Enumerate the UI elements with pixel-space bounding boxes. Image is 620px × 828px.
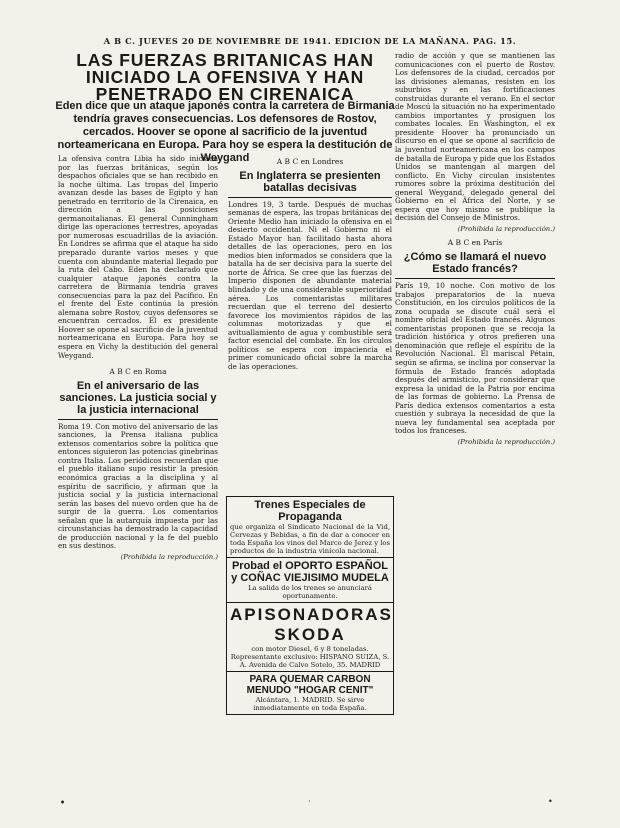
advertisement-block — [226, 496, 394, 715]
paris-headline: ¿Cómo se llamará el nuevo Estado francés? — [403, 251, 547, 276]
column-left — [58, 155, 218, 795]
byline: (Prohibida la reproducción.) — [457, 437, 555, 446]
ad-text: Alcántara, 1. MADRID. Se sirve inmediatamente en toda España. — [253, 696, 367, 712]
page-mark-center: · — [308, 797, 311, 806]
sanctions-article: Roma 19. Con motivo del aniversario de las sanciones, la Prensa italiana publica extensos comentarios sobre la política que entonces siguieron las potencias ginebrinas contra Italia. Los periódicos recuerdan que el pueblo italiano supo resistir la presión económica gracias a la disciplina y al espíritu de sacrificio, y afirman que la justicia social y la justicia internacional serán las bases del nuevo orden que ha de surgir de la guerra. Los comentarios señalan que la autarquía impuesta por las circunstancias ha demostrado la capacidad de producción nacional y la fe del pueblo en sus destinos. — [58, 421, 218, 551]
ad-oporto — [227, 558, 393, 603]
intro-article: La ofensiva contra Libia ha sido iniciada por las fuerzas británicas, según los despachos oficiales que se han recibido en la noche última. Las tropas del Imperio avanzan desde las bases de Egipto y han penetrado en territorio de la Cirenaica, en dirección a las posiciones germanoitalianas. El general Cunningham dirige las operaciones terrestres, apoyadas por numerosas escuadrillas de la aviación. En Londres se afirma que el ataque ha sido preparado durante varios meses y que cuenta con abundante material llegado por la ruta del Cabo. Eden ha declarado que cualquier ataque japonés contra la carretera de Birmania tendría graves consecuencias para la paz del Pacífico. En el frente del Este continúa la presión alemana sobre Rostov, cuyos defensores se encuentran cercados. El ex presidente Hoover se opone al sacrificio de la juventud norteamericana en Europa. Para hoy se espera en Vichy la destitución del general Weygand. — [58, 155, 218, 360]
top-article: radio de acción y que se mantienen las comunicaciones con el puerto de Rostov. Los defensores de la ciudad, cercados por las divisiones alemanas, resisten en los suburbios y en las fortificaciones construidas durante el verano. En el sector de Moscú la situación no ha experimentado cambios importantes y prosiguen los combates locales. En Washington, el ex presidente Hoover ha pronunciado un discurso en el que se opone al sacrificio de la juventud norteamericana en los campos de batalla de Europa y pide que los Estados Unidos se mantengan al margen del conflicto. En Vichy circulan insistentes rumores sobre la próxima destitución del general Weygand, delegado general del Gobierno en el África del Norte, y se espera que hoy mismo se publique la decisión del Consejo de Ministros. — [395, 52, 555, 223]
paris-article: París 19, 10 noche. Con motivo de los trabajos preparatorios de la nueva Constitución, en los círculos políticos de la zona ocupada se discute cuál será el nombre oficial del Estado francés. Algunos comentaristas proponen que se recoja la tradición histórica y otros prefieren una denominación que refleje el espíritu de la Revolución Nacional. El mariscal Pétain, según se afirma, se inclina por conservar la fórmula de Estado francés adoptada después del armisticio, por considerar que expresa la unidad de la Patria por encima de las formas de gobierno. La Prensa de París dedica extensos comentarios a esta cuestión y subraya la necesidad de que la nueva ley fundamental sea aceptada por todos los franceses. — [395, 281, 555, 436]
byline: (Prohibida la reproducción.) — [457, 224, 555, 233]
ad-skoda — [227, 603, 393, 672]
ad-title: APISONADORAS SKODA — [230, 605, 393, 644]
ad-title: Probad el OPORTO ESPAÑOL y COÑAC VIEJISIMO MUDELA — [231, 560, 389, 584]
paris-dateline: A B C en París — [447, 238, 503, 248]
running-head: A B C. JUEVES 20 DE NOVIEMBRE DE 1941. EDICION DE LA MAÑANA. PAG. 15. — [103, 36, 517, 46]
ad-text: que organiza el Sindicato Nacional de la Vid, Cervezas y Bebidas, a fin de dar a conocer en toda España los vinos del Marco de Jerez y los productos de la industria vinícola nacional. — [230, 523, 390, 555]
london-dateline: A B C en Londres — [276, 157, 344, 166]
ad-title: PARA QUEMAR CARBON MENUDO "HOGAR CENIT" — [246, 674, 374, 696]
divider — [58, 419, 218, 420]
rome-dateline: A B C en Roma — [109, 367, 167, 377]
page-mark-right: • — [548, 797, 553, 806]
ad-text: con motor Diesel, 6 y 8 toneladas. Representante exclusivo: HISPANO SUIZA, S. A. Avenida de Calvo Sotelo, 35. MADRID — [230, 645, 390, 669]
column-right — [395, 52, 555, 797]
byline: (Prohibida la reproducción.) — [120, 552, 218, 561]
ad-hogar-cenit — [227, 672, 393, 714]
london-headline: En Inglaterra se presienten batallas decisivas — [239, 169, 381, 194]
main-headline: LAS FUERZAS BRITANICAS HAN INICIADO LA OFENSIVA Y HAN PENETRADO EN CIRENAICA — [76, 50, 374, 104]
divider — [228, 197, 392, 198]
subheadline: Eden dice que un ataque japonés contra la carretera de Birmania tendría graves consecuencias. Los defensores de Rostov, cercados. Hoover se opone al sacrificio de la juventud norteamericana en Europa. Para hoy se espera la destitución de Weygand — [55, 100, 395, 164]
ad-trenes — [227, 497, 393, 558]
ad-text: La salida de los trenes se anunciará oportunamente. — [248, 584, 372, 600]
page-mark-left: • — [60, 797, 66, 807]
ad-title: Trenes Especiales de Propaganda — [254, 499, 366, 523]
divider — [395, 278, 555, 279]
column-middle — [228, 155, 392, 493]
sanctions-headline: En el aniversario de las sanciones. La justicia social y la justicia internacional — [59, 379, 217, 416]
london-article: Londres 19, 3 tarde. Después de muchas semanas de espera, las tropas británicas del Oriente Medio han iniciado la ofensiva en el desierto occidental. Ni el Gobierno ni el Estado Mayor han facilitado hasta ahora detalles de las operaciones, pero en los medios bien informados se considera que la batalla ha de ser decisiva para la suerte del norte de África. Se cree que las fuerzas del Imperio disponen de abundante material blindado y de una considerable superioridad aérea. Los comentaristas militares recuerdan que el terreno del desierto favorece los movimientos rápidos de las columnas motorizadas y que el avituallamiento de agua y combustible será factor esencial del combate. En los círculos políticos se espera con impaciencia el primer comunicado oficial sobre la marcha de las operaciones. — [228, 199, 392, 371]
